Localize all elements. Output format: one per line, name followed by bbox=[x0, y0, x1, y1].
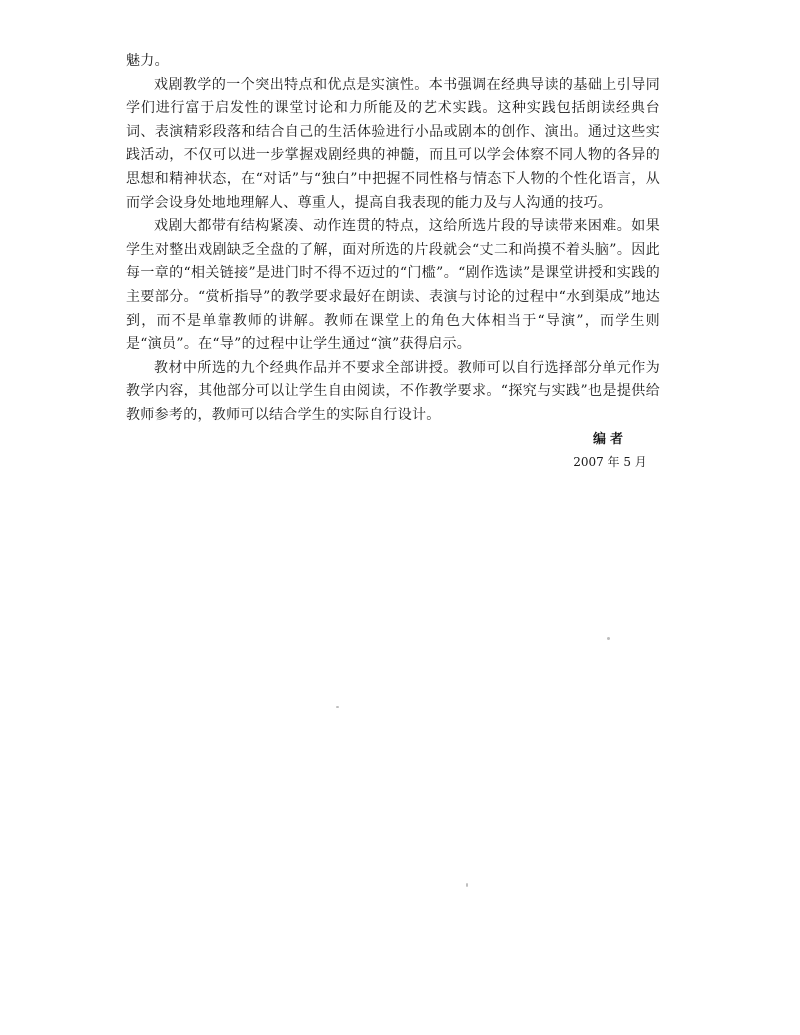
scan-speck bbox=[336, 706, 339, 708]
continued-text: 魅力。 bbox=[126, 53, 169, 69]
signature-date: 2007 年 5 月 bbox=[573, 455, 647, 469]
editor-signature: 编者 bbox=[592, 432, 627, 447]
scan-speck bbox=[607, 637, 610, 640]
body-text bbox=[126, 50, 660, 428]
scan-speck bbox=[466, 883, 468, 887]
paragraph-selection: 教材中所选的九个经典作品并不要求全部讲授。教师可以自行选择部分单元作为教学内容，其他部分可以让学生自由阅读，不作教学要求。“探究与实践”也是提供给教师参考的，教师可以结合学生的实际自行设计。 bbox=[126, 359, 660, 423]
paragraph-structure: 戏剧大都带有结构紧凑、动作连贯的特点，这给所选片段的导读带来困难。如果学生对整出戏剧缺乏全盘的了解，面对所选的片段就会“丈二和尚摸不着头脑”。因此每一章的“相关链接”是进门时不得不迈过的“门槛”。“剧作选读”是课堂讲授和实践的主要部分。“赏析指导”的教学要求最好在朗读、表演与讨论的过程中“水到渠成”地达到，而不是单靠教师的讲解。教师在课堂上的角色大体相当于“导演”，而学生则是“演员”。在“导”的过程中让学生通过“演”获得启示。 bbox=[126, 218, 660, 353]
signature-block bbox=[560, 430, 660, 472]
paragraph-practice: 戏剧教学的一个突出特点和优点是实演性。本书强调在经典导读的基础上引导同学们进行富于启发性的课堂讨论和力所能及的艺术实践。这种实践包括朗读经典台词、表演精彩段落和结合自己的生活体验进行小品或剧本的创作、演出。通过这些实践活动，不仅可以进一步掌握戏剧经典的神髓，而且可以学会体察不同人物的各异的思想和精神状态，在“对话”与“独白”中把握不同性格与情态下人物的个性化语言，从而学会设身处地地理解人、尊重人，提高自我表现的能力及与人沟通的技巧。 bbox=[126, 76, 660, 211]
